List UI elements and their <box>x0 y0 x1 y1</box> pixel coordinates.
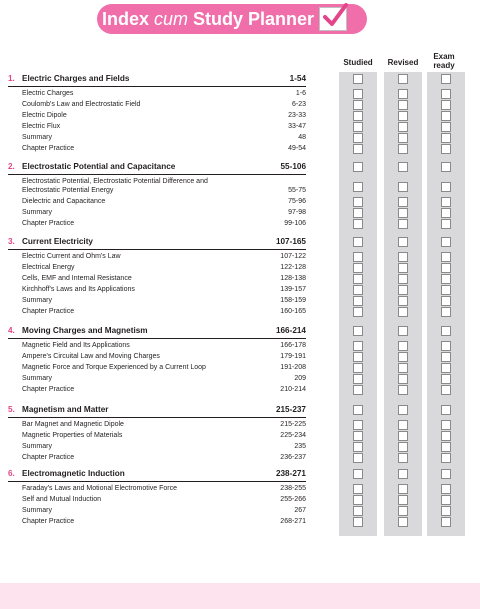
chapter-title: Magnetism and Matter <box>22 405 109 414</box>
topic-title: Electric Charges <box>22 90 74 97</box>
studied-checkbox[interactable] <box>353 162 363 172</box>
chapter-heading <box>8 467 306 482</box>
topic-pages: 97-98 <box>288 209 306 216</box>
topic-row <box>22 252 306 261</box>
topic-title: Summary <box>22 209 52 216</box>
chapter-pages: 1-54 <box>289 74 306 83</box>
exam-ready-checkbox[interactable] <box>441 442 451 452</box>
title-part1: Index <box>101 9 154 29</box>
exam-ready-checkbox[interactable] <box>441 74 451 84</box>
chapter-number: 4. <box>8 326 15 335</box>
topic-row <box>22 307 306 316</box>
exam-ready-checkbox[interactable] <box>441 100 451 110</box>
chapter-pages: 215-237 <box>275 405 306 414</box>
topic-pages: 158-159 <box>280 297 306 304</box>
topic-pages: 128-138 <box>280 275 306 282</box>
topic-title: Kirchhoff's Laws and Its Applications <box>22 286 135 293</box>
topic-row <box>22 133 306 142</box>
footer-band <box>0 583 480 609</box>
topic-title: Faraday's Laws and Motional Electromotive Force <box>22 485 178 492</box>
chapter-title: Current Electricity <box>22 237 93 246</box>
studied-checkbox[interactable] <box>353 420 363 430</box>
exam-ready-checkbox[interactable] <box>441 296 451 306</box>
topic-pages: 1-6 <box>295 90 306 97</box>
topic-title: Summary <box>22 134 52 141</box>
exam-ready-checkbox[interactable] <box>441 89 451 99</box>
revised-checkbox[interactable] <box>398 431 408 441</box>
studied-checkbox[interactable] <box>353 469 363 479</box>
revised-checkbox[interactable] <box>398 285 408 295</box>
topic-row <box>22 219 306 228</box>
title-banner <box>97 4 367 34</box>
topic-row <box>22 341 306 350</box>
studied-checkbox[interactable] <box>353 453 363 463</box>
topic-row <box>22 296 306 305</box>
exam-ready-checkbox[interactable] <box>441 307 451 317</box>
topic-row <box>22 506 306 515</box>
topic-title: Cells, EMF and Internal Resistance <box>22 275 132 282</box>
topic-title: Electrical Energy <box>22 264 75 271</box>
exam-ready-checkbox[interactable] <box>441 133 451 143</box>
topic-title: Magnetic Properties of Materials <box>22 432 123 439</box>
revised-checkbox[interactable] <box>398 341 408 351</box>
chapter-heading <box>8 403 306 418</box>
exam-ready-line1: Exam <box>433 52 455 61</box>
topic-pages: 215-225 <box>280 421 306 428</box>
topic-title: Chapter Practice <box>22 308 75 315</box>
studied-checkbox[interactable] <box>353 74 363 84</box>
revised-checkbox[interactable] <box>398 420 408 430</box>
exam-ready-checkbox[interactable] <box>441 363 451 373</box>
topic-title: Dielectric and Capacitance <box>22 198 106 205</box>
topic-title: Summary <box>22 507 52 514</box>
topic-row <box>22 208 306 217</box>
exam-ready-checkbox[interactable] <box>441 122 451 132</box>
studied-checkbox[interactable] <box>353 517 363 527</box>
topic-title: Self and Mutual Induction <box>22 496 101 503</box>
topic-row <box>22 111 306 120</box>
revised-column <box>384 72 422 536</box>
exam-ready-checkbox[interactable] <box>441 431 451 441</box>
topic-pages: 75-96 <box>288 198 306 205</box>
revised-checkbox[interactable] <box>398 122 408 132</box>
chapter-pages: 55-106 <box>280 162 306 171</box>
topic-row <box>22 484 306 493</box>
topic-pages: 160-165 <box>280 308 306 315</box>
topic-row <box>22 285 306 294</box>
topic-pages: 179-191 <box>280 353 306 360</box>
studied-checkbox[interactable] <box>353 374 363 384</box>
exam-ready-checkbox[interactable] <box>441 453 451 463</box>
studied-checkbox[interactable] <box>353 506 363 516</box>
revised-checkbox[interactable] <box>398 374 408 384</box>
topic-title: Electric Current and Ohm's Law <box>22 253 121 260</box>
topic-pages: 210-214 <box>280 386 306 393</box>
exam-ready-checkbox[interactable] <box>441 144 451 154</box>
topic-pages: 267 <box>294 507 306 514</box>
exam-ready-checkbox[interactable] <box>441 405 451 415</box>
chapter-number: 3. <box>8 237 15 246</box>
topic-pages: 99-106 <box>284 220 306 227</box>
chapter-title: Electric Charges and Fields <box>22 74 130 83</box>
studied-checkbox[interactable] <box>353 307 363 317</box>
title-part2: Study Planner <box>188 9 315 29</box>
topic-row <box>22 144 306 153</box>
revised-checkbox[interactable] <box>398 352 408 362</box>
check-mark-icon <box>319 7 347 31</box>
exam-ready-checkbox[interactable] <box>441 495 451 505</box>
topic-title: Chapter Practice <box>22 145 75 152</box>
exam-ready-checkbox[interactable] <box>441 420 451 430</box>
revised-checkbox[interactable] <box>398 162 408 172</box>
exam-ready-checkbox[interactable] <box>441 484 451 494</box>
studied-checkbox[interactable] <box>353 385 363 395</box>
topic-pages: 209 <box>294 375 306 382</box>
exam-ready-checkbox[interactable] <box>441 274 451 284</box>
topic-pages: 225-234 <box>280 432 306 439</box>
studied-checkbox[interactable] <box>353 252 363 262</box>
topic-row <box>22 122 306 131</box>
topic-row <box>22 385 306 394</box>
revised-checkbox[interactable] <box>398 263 408 273</box>
title-italic: cum <box>153 9 188 29</box>
chapter-pages: 238-271 <box>275 469 306 478</box>
topic-pages: 49-54 <box>288 145 306 152</box>
topic-row <box>22 517 306 526</box>
topic-row <box>22 177 306 195</box>
chapter-number: 6. <box>8 469 15 478</box>
topic-title: Chapter Practice <box>22 386 75 393</box>
exam-ready-checkbox[interactable] <box>441 517 451 527</box>
revised-checkbox[interactable] <box>398 111 408 121</box>
topic-title: Chapter Practice <box>22 518 75 525</box>
topic-pages: 255-266 <box>280 496 306 503</box>
revised-checkbox[interactable] <box>398 197 408 207</box>
studied-checkbox[interactable] <box>353 237 363 247</box>
revised-checkbox[interactable] <box>398 484 408 494</box>
exam-ready-checkbox[interactable] <box>441 385 451 395</box>
topic-pages: 55-75 <box>288 187 306 194</box>
topic-pages: 107-122 <box>280 253 306 260</box>
topic-row <box>22 363 306 372</box>
topic-row <box>22 274 306 283</box>
topic-row <box>22 100 306 109</box>
exam-ready-line2: ready <box>433 61 455 70</box>
topic-row <box>22 197 306 206</box>
topic-title: Summary <box>22 375 52 382</box>
revised-checkbox[interactable] <box>398 182 408 192</box>
studied-checkbox[interactable] <box>353 363 363 373</box>
page-title <box>97 4 319 34</box>
studied-checkbox[interactable] <box>353 431 363 441</box>
exam-ready-checkbox[interactable] <box>441 197 451 207</box>
revised-checkbox[interactable] <box>398 144 408 154</box>
revised-checkbox[interactable] <box>398 405 408 415</box>
exam-ready-checkbox[interactable] <box>441 341 451 351</box>
topic-row <box>22 352 306 361</box>
column-header-exam-ready <box>421 52 467 70</box>
studied-checkbox[interactable] <box>353 405 363 415</box>
topic-row <box>22 89 306 98</box>
exam-ready-checkbox[interactable] <box>441 374 451 384</box>
chapter-number: 5. <box>8 405 15 414</box>
chapter-heading <box>8 160 306 175</box>
revised-checkbox[interactable] <box>398 385 408 395</box>
studied-checkbox[interactable] <box>353 341 363 351</box>
exam-ready-checkbox[interactable] <box>441 469 451 479</box>
studied-checkbox[interactable] <box>353 144 363 154</box>
revised-checkbox[interactable] <box>398 469 408 479</box>
exam-ready-checkbox[interactable] <box>441 252 451 262</box>
topic-title: Chapter Practice <box>22 220 75 227</box>
chapter-title: Moving Charges and Magnetism <box>22 326 148 335</box>
exam-ready-checkbox[interactable] <box>441 208 451 218</box>
exam-ready-checkbox[interactable] <box>441 111 451 121</box>
revised-checkbox[interactable] <box>398 495 408 505</box>
studied-checkbox[interactable] <box>353 182 363 192</box>
studied-checkbox[interactable] <box>353 197 363 207</box>
revised-checkbox[interactable] <box>398 363 408 373</box>
topic-pages: 48 <box>298 134 306 141</box>
revised-checkbox[interactable] <box>398 219 408 229</box>
chapter-title: Electromagnetic Induction <box>22 469 125 478</box>
exam-ready-checkbox[interactable] <box>441 506 451 516</box>
topic-pages: 6-23 <box>291 101 306 108</box>
studied-checkbox[interactable] <box>353 100 363 110</box>
topic-title: Chapter Practice <box>22 454 75 461</box>
revised-checkbox[interactable] <box>398 307 408 317</box>
topic-title: Electric Dipole <box>22 112 67 119</box>
topic-row <box>22 442 306 451</box>
revised-checkbox[interactable] <box>398 74 408 84</box>
chapter-title: Electrostatic Potential and Capacitance <box>22 162 176 171</box>
exam-ready-checkbox[interactable] <box>441 162 451 172</box>
topic-title: Electrostatic Potential, Electrostatic Potential Difference and Electrostatic Potential Energy <box>22 178 208 194</box>
column-header-studied: Studied <box>343 58 373 67</box>
studied-checkbox[interactable] <box>353 89 363 99</box>
exam-ready-column <box>427 72 465 536</box>
chapter-number: 2. <box>8 162 15 171</box>
exam-ready-checkbox[interactable] <box>441 285 451 295</box>
revised-checkbox[interactable] <box>398 442 408 452</box>
revised-checkbox[interactable] <box>398 237 408 247</box>
topic-title: Coulomb's Law and Electrostatic Field <box>22 101 141 108</box>
studied-checkbox[interactable] <box>353 274 363 284</box>
revised-checkbox[interactable] <box>398 296 408 306</box>
revised-checkbox[interactable] <box>398 326 408 336</box>
studied-checkbox[interactable] <box>353 296 363 306</box>
topic-title: Electric Flux <box>22 123 61 130</box>
studied-checkbox[interactable] <box>353 122 363 132</box>
topic-title: Summary <box>22 297 52 304</box>
topic-pages: 139-157 <box>280 286 306 293</box>
topic-row <box>22 263 306 272</box>
topic-pages: 33-47 <box>288 123 306 130</box>
topic-title: Summary <box>22 443 52 450</box>
topic-pages: 236-237 <box>280 454 306 461</box>
revised-checkbox[interactable] <box>398 89 408 99</box>
topic-pages: 238-255 <box>280 485 306 492</box>
chapter-pages: 107-165 <box>275 237 306 246</box>
revised-checkbox[interactable] <box>398 100 408 110</box>
studied-checkbox[interactable] <box>353 495 363 505</box>
topic-row <box>22 374 306 383</box>
topic-pages: 166-178 <box>280 342 306 349</box>
revised-checkbox[interactable] <box>398 274 408 284</box>
chapter-heading <box>8 235 306 250</box>
topic-title: Bar Magnet and Magnetic Dipole <box>22 421 124 428</box>
revised-checkbox[interactable] <box>398 517 408 527</box>
revised-checkbox[interactable] <box>398 506 408 516</box>
exam-ready-checkbox[interactable] <box>441 219 451 229</box>
topic-title: Ampere's Circuital Law and Moving Charges <box>22 353 160 360</box>
studied-checkbox[interactable] <box>353 326 363 336</box>
studied-checkbox[interactable] <box>353 111 363 121</box>
chapter-number: 1. <box>8 74 15 83</box>
exam-ready-checkbox[interactable] <box>441 352 451 362</box>
column-header-revised: Revised <box>387 58 419 67</box>
topic-pages: 122-128 <box>280 264 306 271</box>
topic-pages: 23-33 <box>288 112 306 119</box>
revised-checkbox[interactable] <box>398 453 408 463</box>
revised-checkbox[interactable] <box>398 252 408 262</box>
studied-checkbox[interactable] <box>353 208 363 218</box>
topic-pages: 191-208 <box>280 364 306 371</box>
chapter-heading <box>8 324 306 339</box>
studied-checkbox[interactable] <box>353 442 363 452</box>
chapter-pages: 166-214 <box>275 326 306 335</box>
exam-ready-checkbox[interactable] <box>441 263 451 273</box>
studied-column <box>339 72 377 536</box>
exam-ready-checkbox[interactable] <box>441 326 451 336</box>
revised-checkbox[interactable] <box>398 208 408 218</box>
studied-checkbox[interactable] <box>353 352 363 362</box>
studied-checkbox[interactable] <box>353 484 363 494</box>
exam-ready-checkbox[interactable] <box>441 182 451 192</box>
topic-row <box>22 431 306 440</box>
studied-checkbox[interactable] <box>353 263 363 273</box>
studied-checkbox[interactable] <box>353 285 363 295</box>
studied-checkbox[interactable] <box>353 219 363 229</box>
chapter-heading <box>8 72 306 87</box>
topic-pages: 235 <box>294 443 306 450</box>
topic-title: Magnetic Force and Torque Experienced by a Current Loop <box>22 364 206 371</box>
topic-row <box>22 453 306 462</box>
revised-checkbox[interactable] <box>398 133 408 143</box>
topic-row <box>22 420 306 429</box>
topic-title: Magnetic Field and Its Applications <box>22 342 130 349</box>
exam-ready-checkbox[interactable] <box>441 237 451 247</box>
topic-row <box>22 495 306 504</box>
studied-checkbox[interactable] <box>353 133 363 143</box>
topic-pages: 268-271 <box>280 518 306 525</box>
